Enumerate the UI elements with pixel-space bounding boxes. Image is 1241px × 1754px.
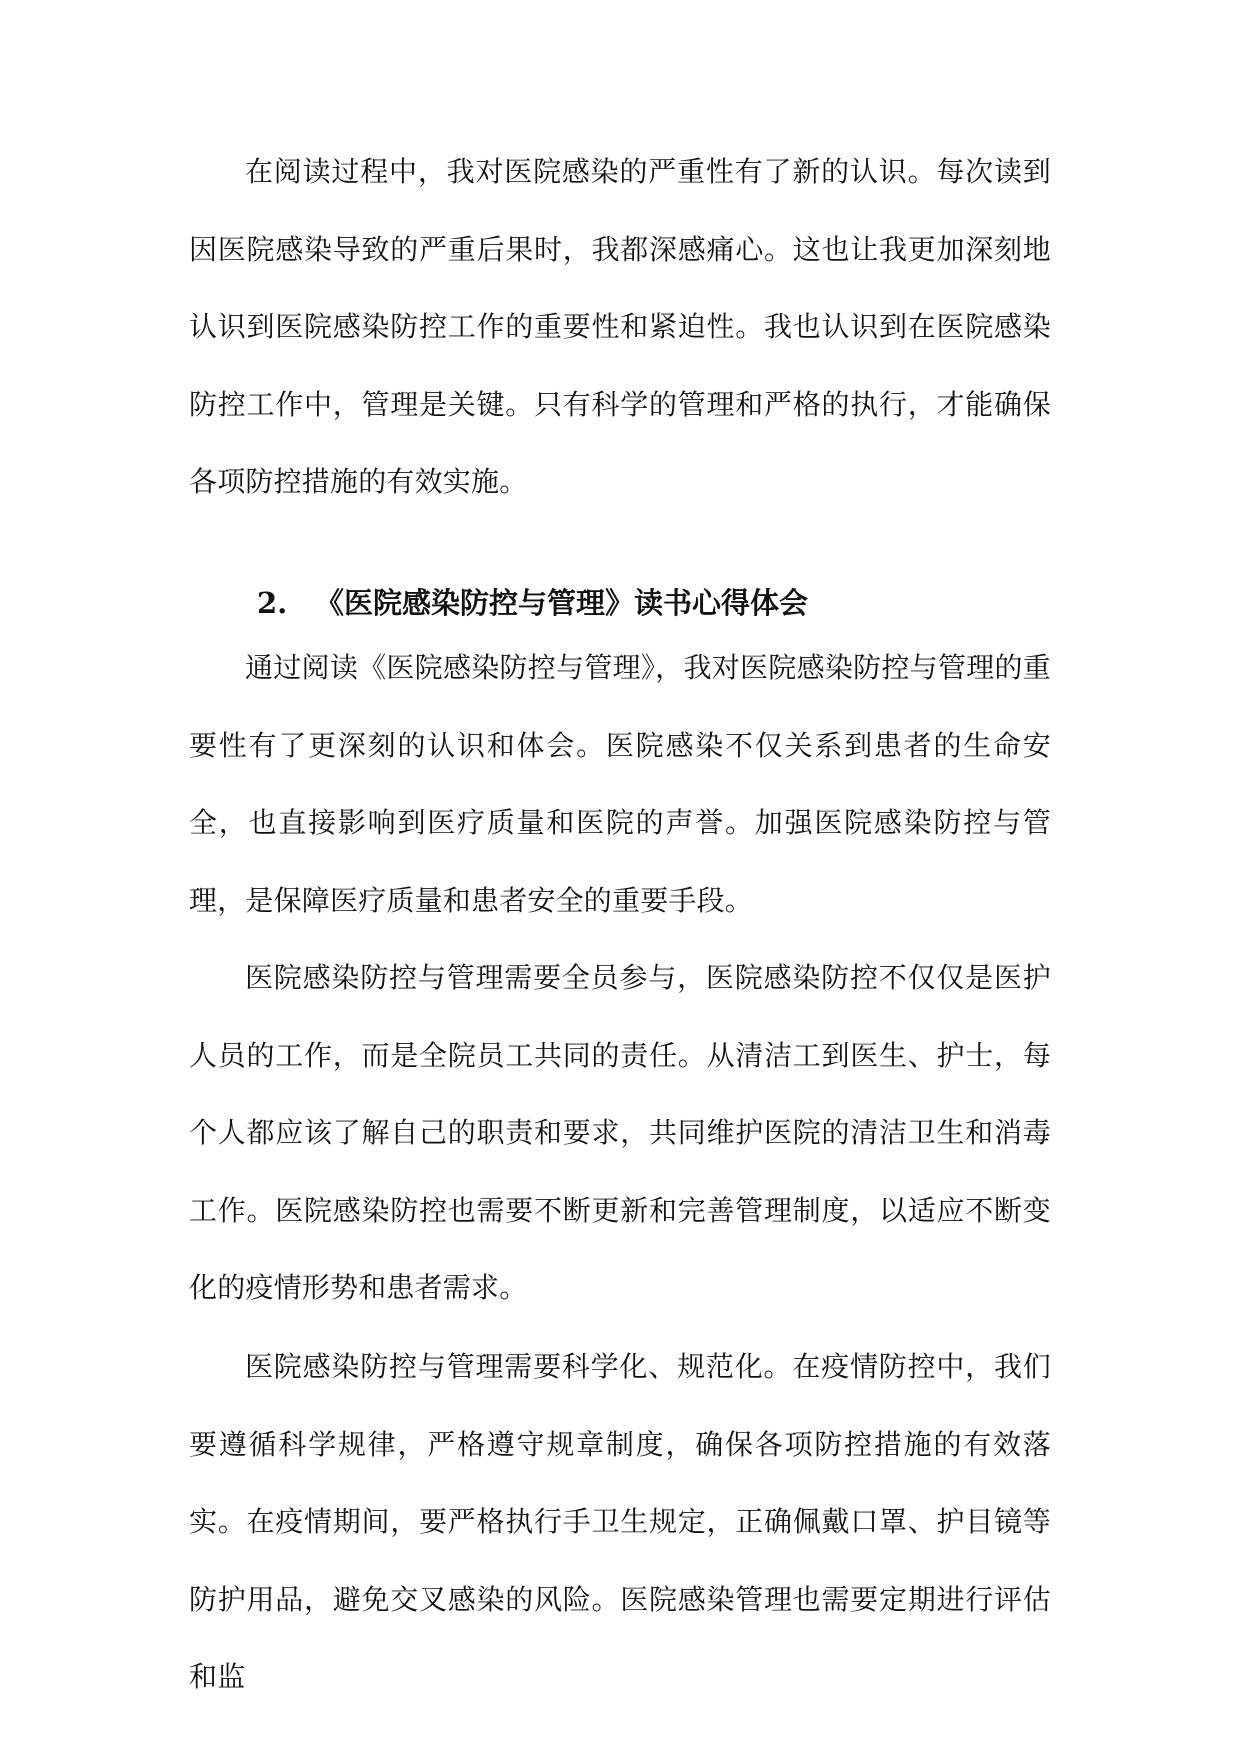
section-paragraph-3: 医院感染防控与管理需要科学化、规范化。在疫情防控中，我们要遵循科学规律，严格遵守规章制度，确保各项防控措施的有效落实。在疫情期间，要严格执行手卫生规定，正确佩戴口罩、护目镜等防护用品，避免交叉感染的风险。医院感染管理也需要定期进行评估和监 [189, 1350, 1051, 1693]
section-paragraph-2: 医院感染防控与管理需要全员参与，医院感染防控不仅仅是医护人员的工作，而是全院员工共同的责任。从清洁工到医生、护士，每个人都应该了解自己的职责和要求，共同维护医院的清洁卫生和消毒工作。医院感染防控也需要不断更新和完善管理制度，以适应不断变化的疫情形势和患者需求。 [189, 961, 1051, 1304]
section-paragraph-1: 通过阅读《医院感染防控与管理》，我对医院感染防控与管理的重要性有了更深刻的认识和体会。医院感染不仅关系到患者的生命安全，也直接影响到医疗质量和医院的声誉。加强医院感染防控与管理，是保障医疗质量和患者安全的重要手段。 [189, 651, 1051, 917]
intro-paragraph: 在阅读过程中，我对医院感染的严重性有了新的认识。每次读到因医院感染导致的严重后果时，我都深感痛心。这也让我更加深刻地认识到医院感染防控工作的重要性和紧迫性。我也认识到在医院感染防控工作中，管理是关键。只有科学的管理和严格的执行，才能确保各项防控措施的有效实施。 [189, 155, 1051, 498]
section-paragraph-3-block [189, 1328, 1051, 1716]
section-number: 2. [257, 586, 288, 621]
section-heading [257, 577, 1017, 629]
section-paragraph-1-block [189, 629, 1051, 939]
intro-section [189, 133, 1051, 521]
section-paragraph-2-block [189, 939, 1051, 1327]
section-title: 《医院感染防控与管理》读书心得体会 [315, 586, 809, 621]
